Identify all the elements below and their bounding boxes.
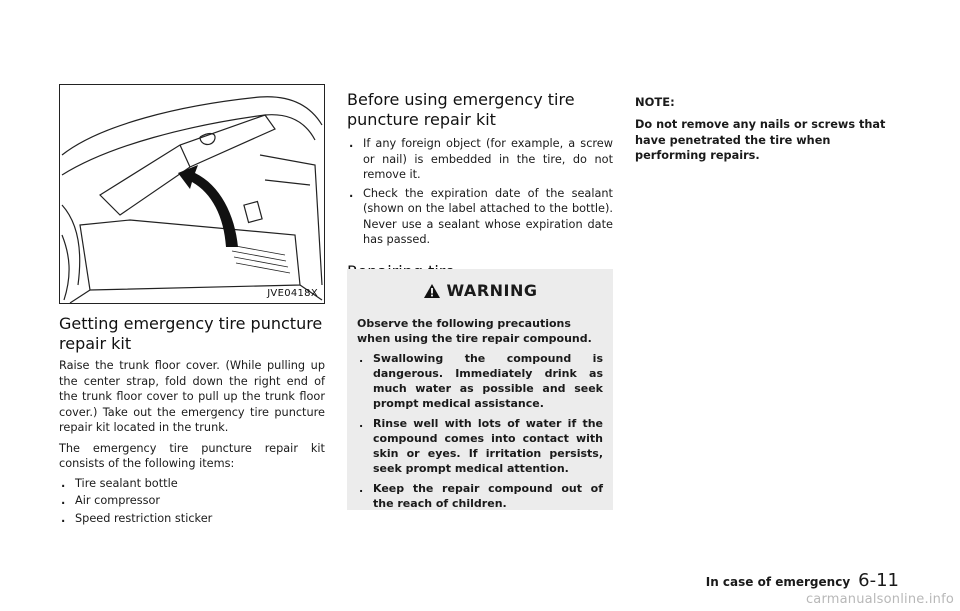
list-item: . Rinse well with lots of water if the compound comes into contact with skin or eyes. If irritation persists, seek prompt medical attention. [359, 417, 603, 475]
bullet-icon: . [349, 186, 354, 200]
footer-section: In case of emergency [705, 575, 851, 589]
list-item: . Speed restriction sticker [61, 511, 213, 525]
page-footer [706, 570, 899, 591]
warning-label: WARNING [446, 281, 538, 300]
bullet-icon: . [61, 476, 66, 490]
note-block [635, 95, 901, 164]
section-getting-kit [59, 314, 325, 526]
warning-box [347, 269, 613, 510]
section-title: Before using emergency tire puncture repair kit [347, 90, 575, 129]
warning-list [357, 351, 603, 511]
bullet-icon: . [359, 352, 364, 365]
warning-triangle-icon [423, 283, 441, 299]
paragraph: The emergency tire puncture repair kit consists of the following items: [59, 441, 325, 470]
list-item: . Air compressor [61, 494, 161, 507]
bullet-icon: . [359, 417, 364, 430]
list-item: . Check the expiration date of the sealant (shown on the label attached to the bottle). Never use a sealant whose expiration date has passed. [349, 186, 613, 246]
warning-intro: Observe the following precautions when using the tire repair compound. [357, 317, 592, 345]
section-title: Getting emergency tire puncture repair kit [59, 314, 323, 353]
note-body: Do not remove any nails or screws that have penetrated the tire when performing repairs. [635, 118, 886, 162]
bullet-icon: . [61, 511, 66, 525]
trunk-illustration [59, 84, 325, 304]
bullet-icon: . [349, 137, 354, 150]
warning-header [357, 281, 603, 300]
watermark: carmanualsonline.info [805, 592, 954, 607]
bullet-icon: . [359, 482, 364, 495]
page-number: 6-11 [858, 570, 899, 591]
paragraph: Raise the trunk floor cover. (While pulling up the center strap, fold down the right end of the trunk floor cover to pull up the trunk floor cover.) Take out the emergency tire puncture repair kit located in the trunk. [59, 359, 325, 434]
bullet-icon: . [61, 494, 66, 507]
list-item: . Swallowing the compound is dangerous. Immediately drink as much water as possible and seek prompt medical assistance. [359, 352, 603, 410]
kit-items-list [59, 476, 325, 527]
figure-code: JVE0418X [267, 288, 318, 299]
section-before-using [347, 90, 613, 282]
list-item: . If any foreign object (for example, a screw or nail) is embedded in the tire, do not remove it. [349, 137, 613, 181]
list-item: . Tire sealant bottle [61, 476, 178, 490]
note-title: NOTE: [635, 95, 675, 109]
trunk-drawing [60, 85, 324, 303]
precaution-list [347, 136, 613, 248]
list-item: . Keep the repair compound out of the reach of children. [359, 482, 603, 510]
